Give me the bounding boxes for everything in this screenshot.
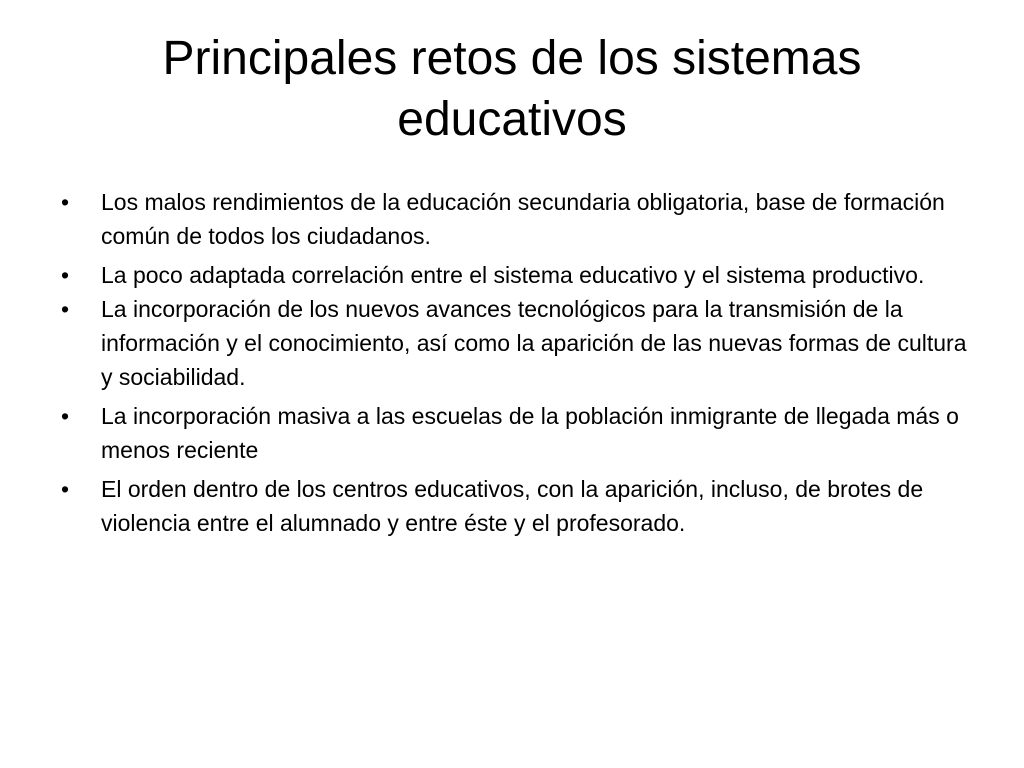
slide-title: Principales retos de los sistemas educativos	[162, 32, 862, 146]
bullet-point-icon: •	[61, 296, 70, 322]
bullet-item-orden	[58, 472, 968, 540]
bullet-point-icon: •	[61, 403, 70, 429]
bullet-text: El orden dentro de los centros educativos, con la aparición, incluso, de brotes de violencia entre el alumnado y entre éste y el profesorado.	[101, 476, 924, 536]
bullet-item-rendimientos	[58, 185, 968, 253]
bullet-item-tecnologia	[58, 292, 968, 394]
bullet-point-icon: •	[61, 262, 70, 288]
bullet-text: La poco adaptada correlación entre el sistema educativo y el sistema productivo.	[101, 262, 925, 288]
bullet-point-icon: •	[61, 476, 70, 502]
bullet-text: Los malos rendimientos de la educación secundaria obligatoria, base de formación común de todos los ciudadanos.	[101, 189, 945, 249]
bullet-text: La incorporación de los nuevos avances tecnológicos para la transmisión de la información y el conocimiento, así como la aparición de las nuevas formas de cultura y sociabilidad.	[101, 296, 967, 390]
bullet-item-correlacion	[58, 258, 968, 292]
bullet-item-inmigracion	[58, 399, 968, 467]
bullet-point-icon: •	[61, 189, 70, 215]
bullet-text: La incorporación masiva a las escuelas de la población inmigrante de llegada más o menos reciente	[101, 403, 959, 463]
bullet-list	[58, 185, 968, 540]
